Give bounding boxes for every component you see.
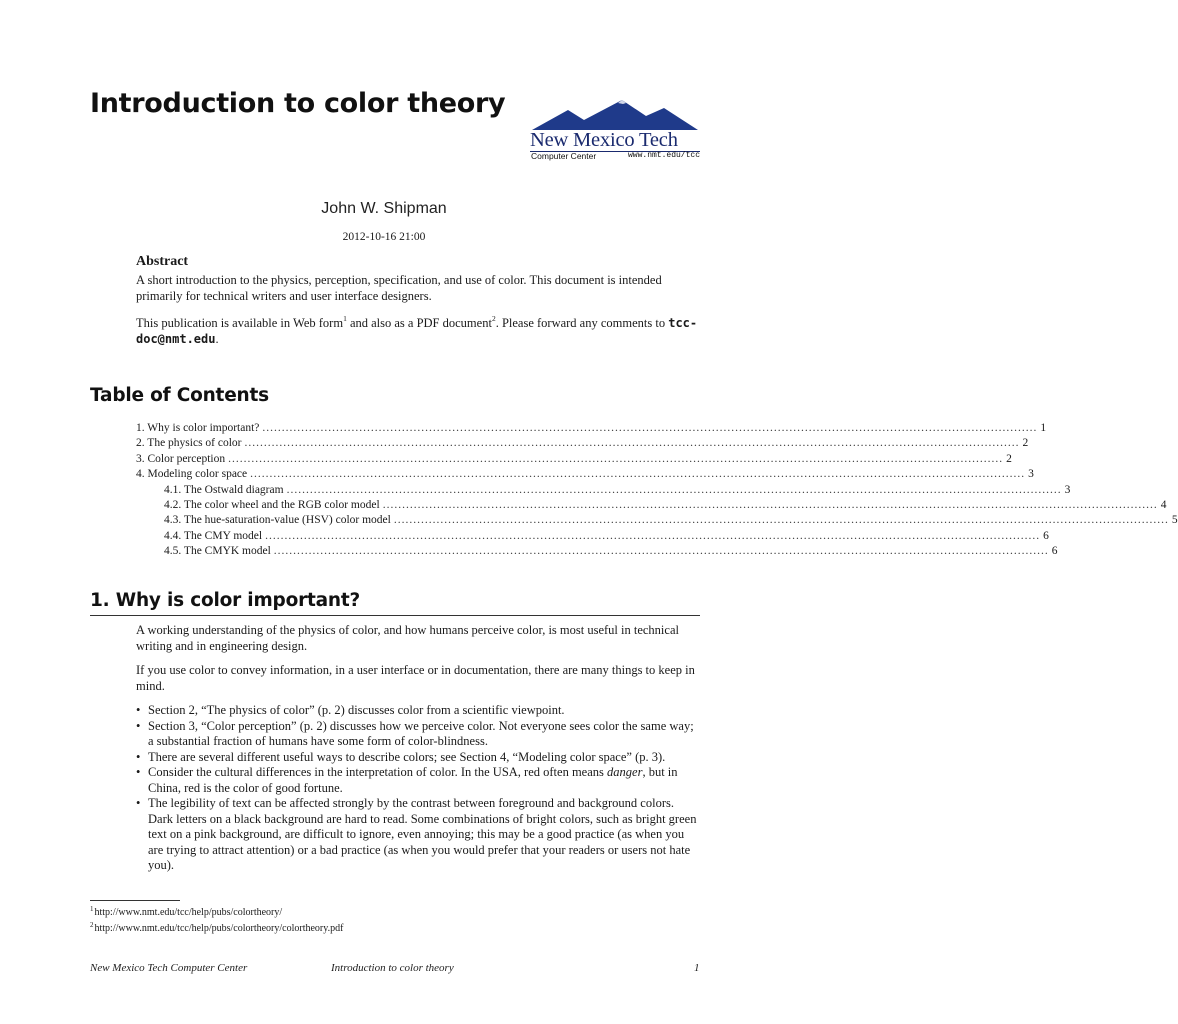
- toc-subentry[interactable]: [136, 529, 1049, 545]
- footer-center: Introduction to color theory: [331, 962, 454, 974]
- toc-entry-page: 4: [1160, 498, 1167, 511]
- footer-left: New Mexico Tech Computer Center: [90, 962, 248, 974]
- abstract-heading: Abstract: [136, 254, 189, 269]
- toc-heading: Table of Contents: [90, 385, 269, 406]
- list-item: • There are several different useful ways to describe colors; see Section 4, “Modeling color space” (p. 3).: [136, 750, 702, 766]
- bullet-list: [136, 703, 702, 874]
- document-title: Introduction to color theory: [90, 88, 506, 119]
- publication-date: 2012-10-16 21:00: [342, 231, 426, 243]
- toc-entry-page: 3: [1064, 483, 1071, 496]
- toc-leader: ........................................................................................................................................................................................................: [286, 483, 1062, 496]
- toc-entry-title: 4.1. The Ostwald diagram: [164, 483, 284, 496]
- availability-text-2: and also as a PDF document: [346, 316, 492, 330]
- toc-entry-page: 6: [1051, 545, 1058, 558]
- footnote-number: 1: [90, 905, 94, 913]
- availability-end: .: [215, 331, 219, 346]
- toc-entry-page: 6: [1043, 529, 1049, 542]
- emphasis-danger: danger: [607, 765, 643, 779]
- list-item: • Section 3, “Color perception” (p. 2) discusses how we perceive color. Not everyone sees color the same way; a substantial fraction of humans have some form of color-blindness.: [136, 719, 702, 750]
- toc-leader: ........................................................................................................................................................................................................: [250, 468, 1026, 481]
- list-item: • The legibility of text can be affected strongly by the contrast between foreground and background colors. Dark letters on a black background are hard to read. Some combinations of bright colors, such as bright green text on a pink background, are difficult to ignore, even annoying; this may be a good practice (as when you are trying to attract attention) or a bad practice (as when you would prefer that your readers or users not hate you).: [136, 796, 702, 874]
- toc-leader: ........................................................................................................................................................................................................: [262, 422, 1038, 434]
- toc-entry-title: 4.2. The color wheel and the RGB color model: [164, 498, 380, 511]
- toc-entry[interactable]: [136, 437, 1029, 452]
- section-1-paragraph-1: A working understanding of the physics of color, and how humans perceive color, is most useful in technical writing and in engineering design.: [136, 623, 679, 653]
- section-1-heading: 1. Why is color important?: [90, 590, 361, 611]
- list-item-text-2: , but in China, red is the color of good fortune.: [148, 765, 678, 795]
- toc-entry-title: 4.3. The hue-saturation-value (HSV) color model: [164, 514, 391, 527]
- toc-leader: ........................................................................................................................................................................................................: [382, 498, 1158, 511]
- footnote-number: 2: [90, 921, 94, 929]
- toc-leader: ........................................................................................................................................................................................................: [393, 514, 1169, 527]
- footnote-2-url[interactable]: http://www.nmt.edu/tcc/help/pubs/colortheory/colortheory.pdf: [94, 923, 344, 934]
- section-1-paragraph-2: If you use color to convey information, in a user interface or in documentation, there are many things to keep in mind.: [136, 663, 695, 693]
- logo-subtitle: Computer Center: [531, 151, 597, 161]
- logo-name: New Mexico Tech: [530, 129, 678, 151]
- availability-text-3: . Please forward any comments to: [495, 316, 669, 330]
- toc-entry-title: 4. Modeling color space: [136, 468, 248, 481]
- toc-subentry[interactable]: [136, 545, 1058, 560]
- toc-leader: ........................................................................................................................................................................................................: [265, 529, 1041, 542]
- footnote-1: [90, 903, 343, 919]
- availability-text: This publication is available in Web form: [136, 316, 344, 330]
- toc-leader: ........................................................................................................................................................................................................: [228, 452, 1004, 465]
- toc-entry-title: 4.5. The CMYK model: [164, 545, 271, 558]
- section-divider: [90, 615, 700, 616]
- availability-paragraph: [136, 316, 702, 347]
- footnote-ref-2[interactable]: 2: [491, 314, 496, 323]
- author: John W. Shipman: [321, 200, 447, 217]
- footnote-rule: [90, 900, 180, 901]
- toc-entry[interactable]: [136, 468, 1034, 483]
- footnote-2: [90, 919, 343, 935]
- footnote-1-url[interactable]: http://www.nmt.edu/tcc/help/pubs/colortheory/: [94, 907, 283, 918]
- toc-entry-title: 4.4. The CMY model: [164, 529, 263, 542]
- list-item: • Section 2, “The physics of color” (p. 2) discusses color from a scientific viewpoint.: [136, 703, 702, 719]
- footnote-ref-1[interactable]: 1: [343, 314, 347, 323]
- toc-entry[interactable]: [136, 452, 1012, 468]
- toc-entry-page: 2: [1006, 452, 1012, 465]
- toc-subentry[interactable]: [136, 514, 1178, 529]
- mountain-logo-icon: [528, 98, 700, 132]
- toc-subentry[interactable]: [136, 498, 1167, 514]
- toc-leader: ........................................................................................................................................................................................................: [273, 545, 1049, 558]
- footnotes: [90, 903, 343, 935]
- toc-entry-page: 2: [1022, 437, 1029, 450]
- toc-entry-page: 1: [1040, 422, 1047, 434]
- table-of-contents: [136, 422, 1178, 561]
- new-mexico-tech-logo: [528, 98, 700, 160]
- footer-page-number: 1: [694, 962, 700, 974]
- toc-entry-page: 5: [1171, 514, 1178, 527]
- toc-subentry[interactable]: [136, 483, 1071, 499]
- toc-entry-title: 2. The physics of color: [136, 437, 242, 450]
- list-item: [136, 765, 702, 796]
- list-item-text: Consider the cultural differences in the interpretation of color. In the USA, red often means: [148, 765, 608, 779]
- logo-url: www.nmt.edu/tcc: [627, 151, 700, 160]
- toc-entry-page: 3: [1028, 468, 1034, 481]
- toc-entry-title: 3. Color perception: [136, 452, 226, 465]
- toc-entry-title: 1. Why is color important?: [136, 422, 260, 434]
- contact-email-link[interactable]: tcc-doc@nmt.edu: [136, 316, 698, 346]
- abstract-paragraph: A short introduction to the physics, perception, specification, and use of color. This document is intended primarily for technical writers and user interface designers.: [136, 273, 662, 303]
- toc-entry[interactable]: [136, 422, 1047, 437]
- toc-leader: ........................................................................................................................................................................................................: [244, 437, 1020, 450]
